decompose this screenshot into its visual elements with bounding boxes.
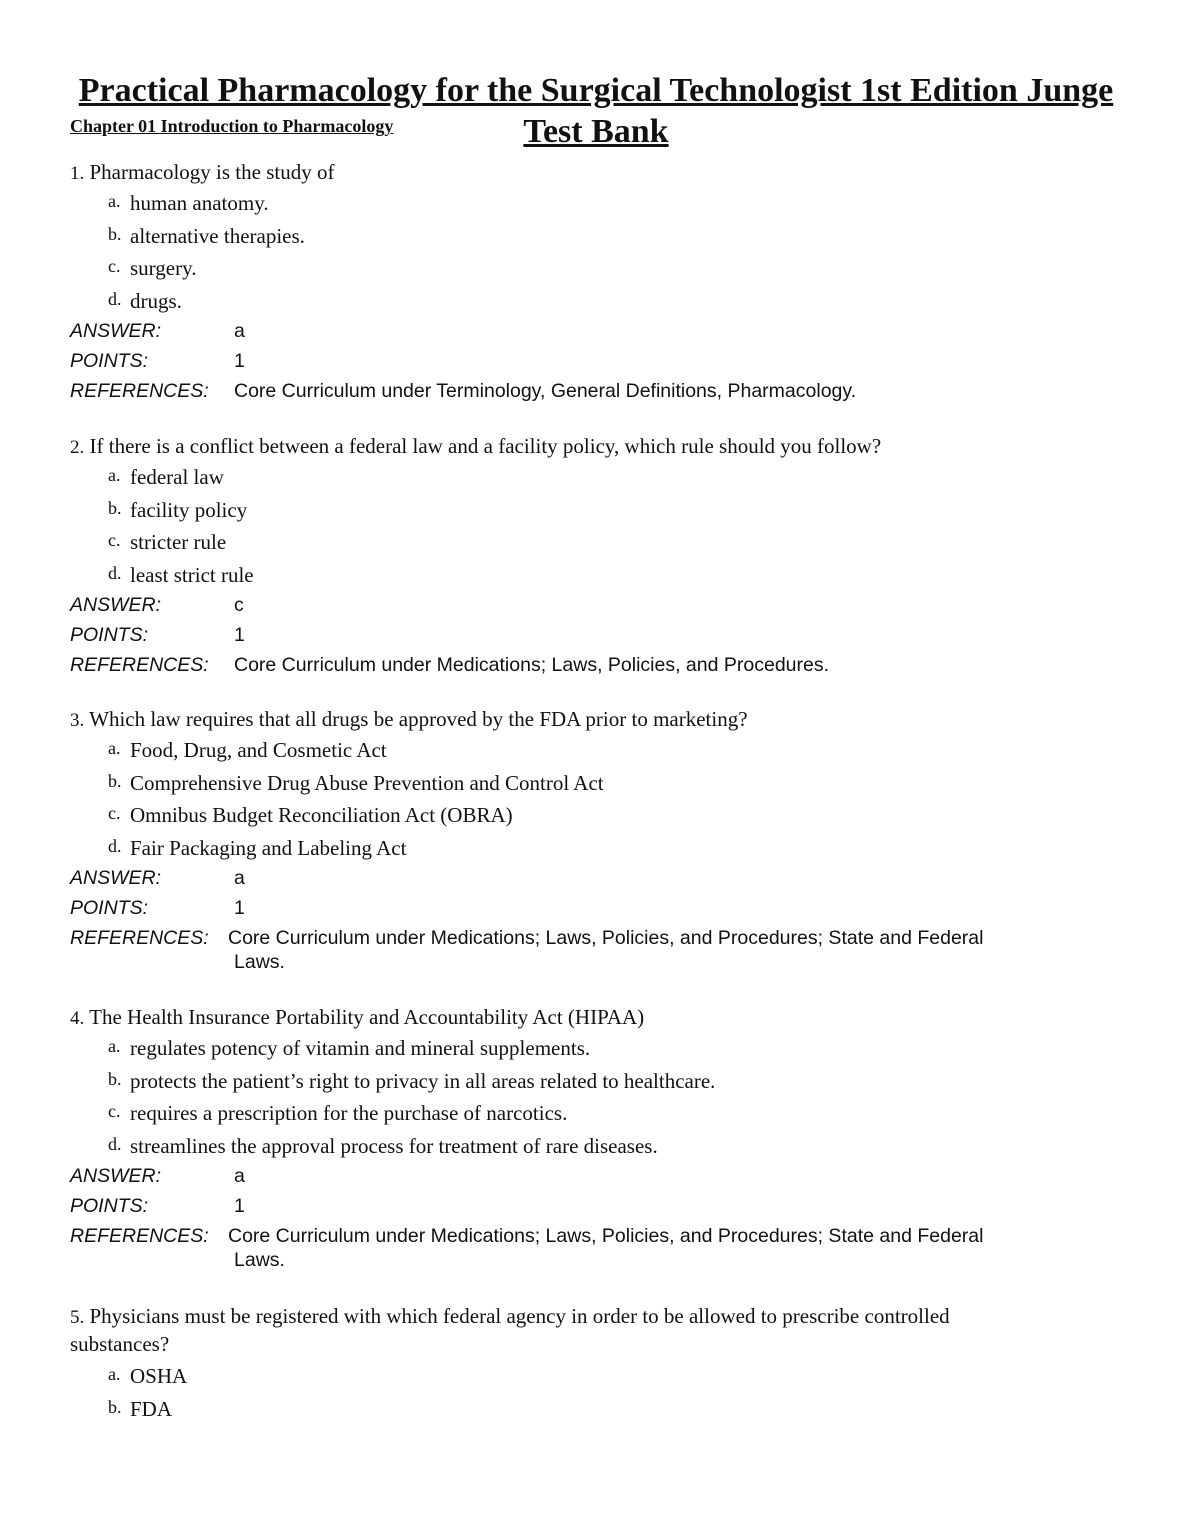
points-value: 1 — [234, 624, 245, 646]
question-number: 1. — [70, 163, 85, 184]
option-letter: a. — [108, 1036, 121, 1056]
answer-option — [70, 1395, 1130, 1428]
question-stem — [70, 1303, 1130, 1358]
references-label: REFERENCES: — [70, 927, 209, 949]
answer-value: a — [234, 1165, 245, 1187]
option-letter: b. — [108, 1068, 122, 1089]
points-row — [70, 349, 1130, 379]
question-text: Physicians must be registered with which federal agency in order to be allowed to prescribe controlled — [89, 1304, 950, 1328]
points-row — [70, 623, 1130, 653]
option-text: Food, Drug, and Cosmetic Act — [130, 738, 387, 762]
answer-option — [70, 463, 1130, 496]
answer-option — [70, 1362, 1130, 1395]
option-text: alternative therapies. — [130, 223, 305, 248]
answer-option — [70, 222, 1130, 255]
references-label: REFERENCES: — [70, 654, 209, 676]
question-4 — [70, 1004, 1130, 1272]
question-number: 3. — [70, 710, 85, 731]
points-row — [70, 1194, 1130, 1224]
option-text: human anatomy. — [130, 191, 269, 215]
option-letter: c. — [108, 1101, 121, 1121]
answer-option — [70, 736, 1130, 769]
points-label: POINTS: — [70, 897, 149, 919]
question-2 — [70, 433, 1130, 683]
question-stem — [70, 159, 1130, 187]
option-text: Fair Packaging and Labeling Act — [130, 835, 407, 860]
option-text: protects the patient’s right to privacy in all areas related to healthcare. — [130, 1068, 716, 1093]
option-text: FDA — [130, 1396, 173, 1421]
points-label: POINTS: — [70, 624, 149, 646]
question-5 — [70, 1303, 1130, 1427]
answer-option — [70, 834, 1130, 867]
references-value: Core Curriculum under Terminology, General Definitions, Pharmacology. — [234, 380, 857, 402]
question-3 — [70, 706, 1130, 974]
references-value — [228, 1224, 1108, 1272]
option-letter: d. — [108, 835, 122, 856]
option-text: stricter rule — [130, 530, 227, 554]
answer-option — [70, 1034, 1130, 1067]
references-line: Laws. — [234, 951, 285, 973]
answer-value: a — [234, 867, 245, 889]
answer-row — [70, 593, 1130, 623]
option-letter: d. — [108, 1133, 122, 1154]
answer-label: ANSWER: — [70, 1165, 162, 1187]
option-letter: a. — [108, 465, 121, 485]
option-text: drugs. — [130, 288, 182, 313]
option-letter: d. — [108, 288, 122, 309]
option-text: facility policy — [130, 497, 248, 522]
answer-row — [70, 866, 1130, 896]
question-number: 4. — [70, 1008, 85, 1029]
option-letter: a. — [108, 1364, 121, 1384]
answer-option — [70, 1099, 1130, 1132]
answer-option — [70, 1067, 1130, 1100]
references-value — [228, 926, 1108, 974]
answer-label: ANSWER: — [70, 594, 162, 616]
answer-option — [70, 1132, 1130, 1165]
option-letter: b. — [108, 1396, 122, 1417]
references-line: Core Curriculum under Medications; Laws, Policies, and Procedures; State and Federal — [228, 1225, 984, 1247]
references-label: REFERENCES: — [70, 1225, 209, 1247]
references-row — [70, 653, 1130, 683]
references-line: Laws. — [234, 1249, 285, 1271]
points-value: 1 — [234, 350, 245, 372]
question-stem — [70, 1004, 1130, 1032]
option-letter: b. — [108, 770, 122, 791]
answer-option — [70, 254, 1130, 287]
points-row — [70, 896, 1130, 926]
references-line: Core Curriculum under Medications; Laws, Policies, and Procedures; State and Federal — [228, 927, 984, 949]
question-text: Pharmacology is the study of — [89, 160, 335, 184]
question-1 — [70, 159, 1130, 409]
question-stem — [70, 706, 1130, 734]
answer-option — [70, 287, 1130, 320]
option-text: surgery. — [130, 256, 197, 280]
option-text: least strict rule — [130, 562, 254, 587]
answer-option — [70, 528, 1130, 561]
references-label: REFERENCES: — [70, 380, 209, 402]
option-letter: c. — [108, 256, 121, 276]
answer-option — [70, 189, 1130, 222]
question-stem — [70, 433, 1130, 461]
option-letter: c. — [108, 803, 121, 823]
option-letter: c. — [108, 530, 121, 550]
answer-row — [70, 1164, 1130, 1194]
option-text: requires a prescription for the purchase of narcotics. — [130, 1101, 568, 1125]
answer-option — [70, 561, 1130, 594]
option-text: streamlines the approval process for treatment of rare diseases. — [130, 1133, 658, 1158]
option-letter: b. — [108, 497, 122, 518]
option-letter: d. — [108, 562, 122, 583]
references-row — [70, 926, 1130, 974]
question-text-continued: substances? — [70, 1332, 170, 1356]
points-value: 1 — [234, 897, 245, 919]
points-value: 1 — [234, 1195, 245, 1217]
question-number: 2. — [70, 437, 85, 458]
question-text: If there is a conflict between a federal law and a facility policy, which rule should you follow? — [89, 434, 882, 458]
points-label: POINTS: — [70, 1195, 149, 1217]
option-text: Omnibus Budget Reconciliation Act (OBRA) — [130, 803, 513, 827]
option-letter: a. — [108, 191, 121, 211]
references-row — [70, 379, 1130, 409]
references-value: Core Curriculum under Medications; Laws, Policies, and Procedures. — [234, 654, 830, 676]
references-row — [70, 1224, 1130, 1272]
answer-label: ANSWER: — [70, 867, 162, 889]
answer-value: a — [234, 320, 245, 342]
option-text: Comprehensive Drug Abuse Prevention and Control Act — [130, 770, 604, 795]
answer-value: c — [234, 594, 244, 616]
answer-row — [70, 319, 1130, 349]
answer-option — [70, 496, 1130, 529]
answer-option — [70, 769, 1130, 802]
question-number: 5. — [70, 1307, 85, 1328]
chapter-heading: Chapter 01 Introduction to Pharmacology — [70, 116, 394, 136]
option-text: OSHA — [130, 1364, 188, 1388]
option-letter: a. — [108, 738, 121, 758]
option-letter: b. — [108, 223, 122, 244]
option-text: federal law — [130, 465, 224, 489]
option-text: regulates potency of vitamin and mineral supplements. — [130, 1036, 591, 1060]
question-text: The Health Insurance Portability and Accountability Act (HIPAA) — [89, 1005, 645, 1029]
document-title: Practical Pharmacology for the Surgical Technologist 1st Edition Junge — [78, 72, 1114, 109]
points-label: POINTS: — [70, 350, 149, 372]
answer-option — [70, 801, 1130, 834]
document-subtitle: Test Bank — [523, 113, 669, 150]
question-text: Which law requires that all drugs be approved by the FDA prior to marketing? — [89, 707, 748, 731]
answer-label: ANSWER: — [70, 320, 162, 342]
